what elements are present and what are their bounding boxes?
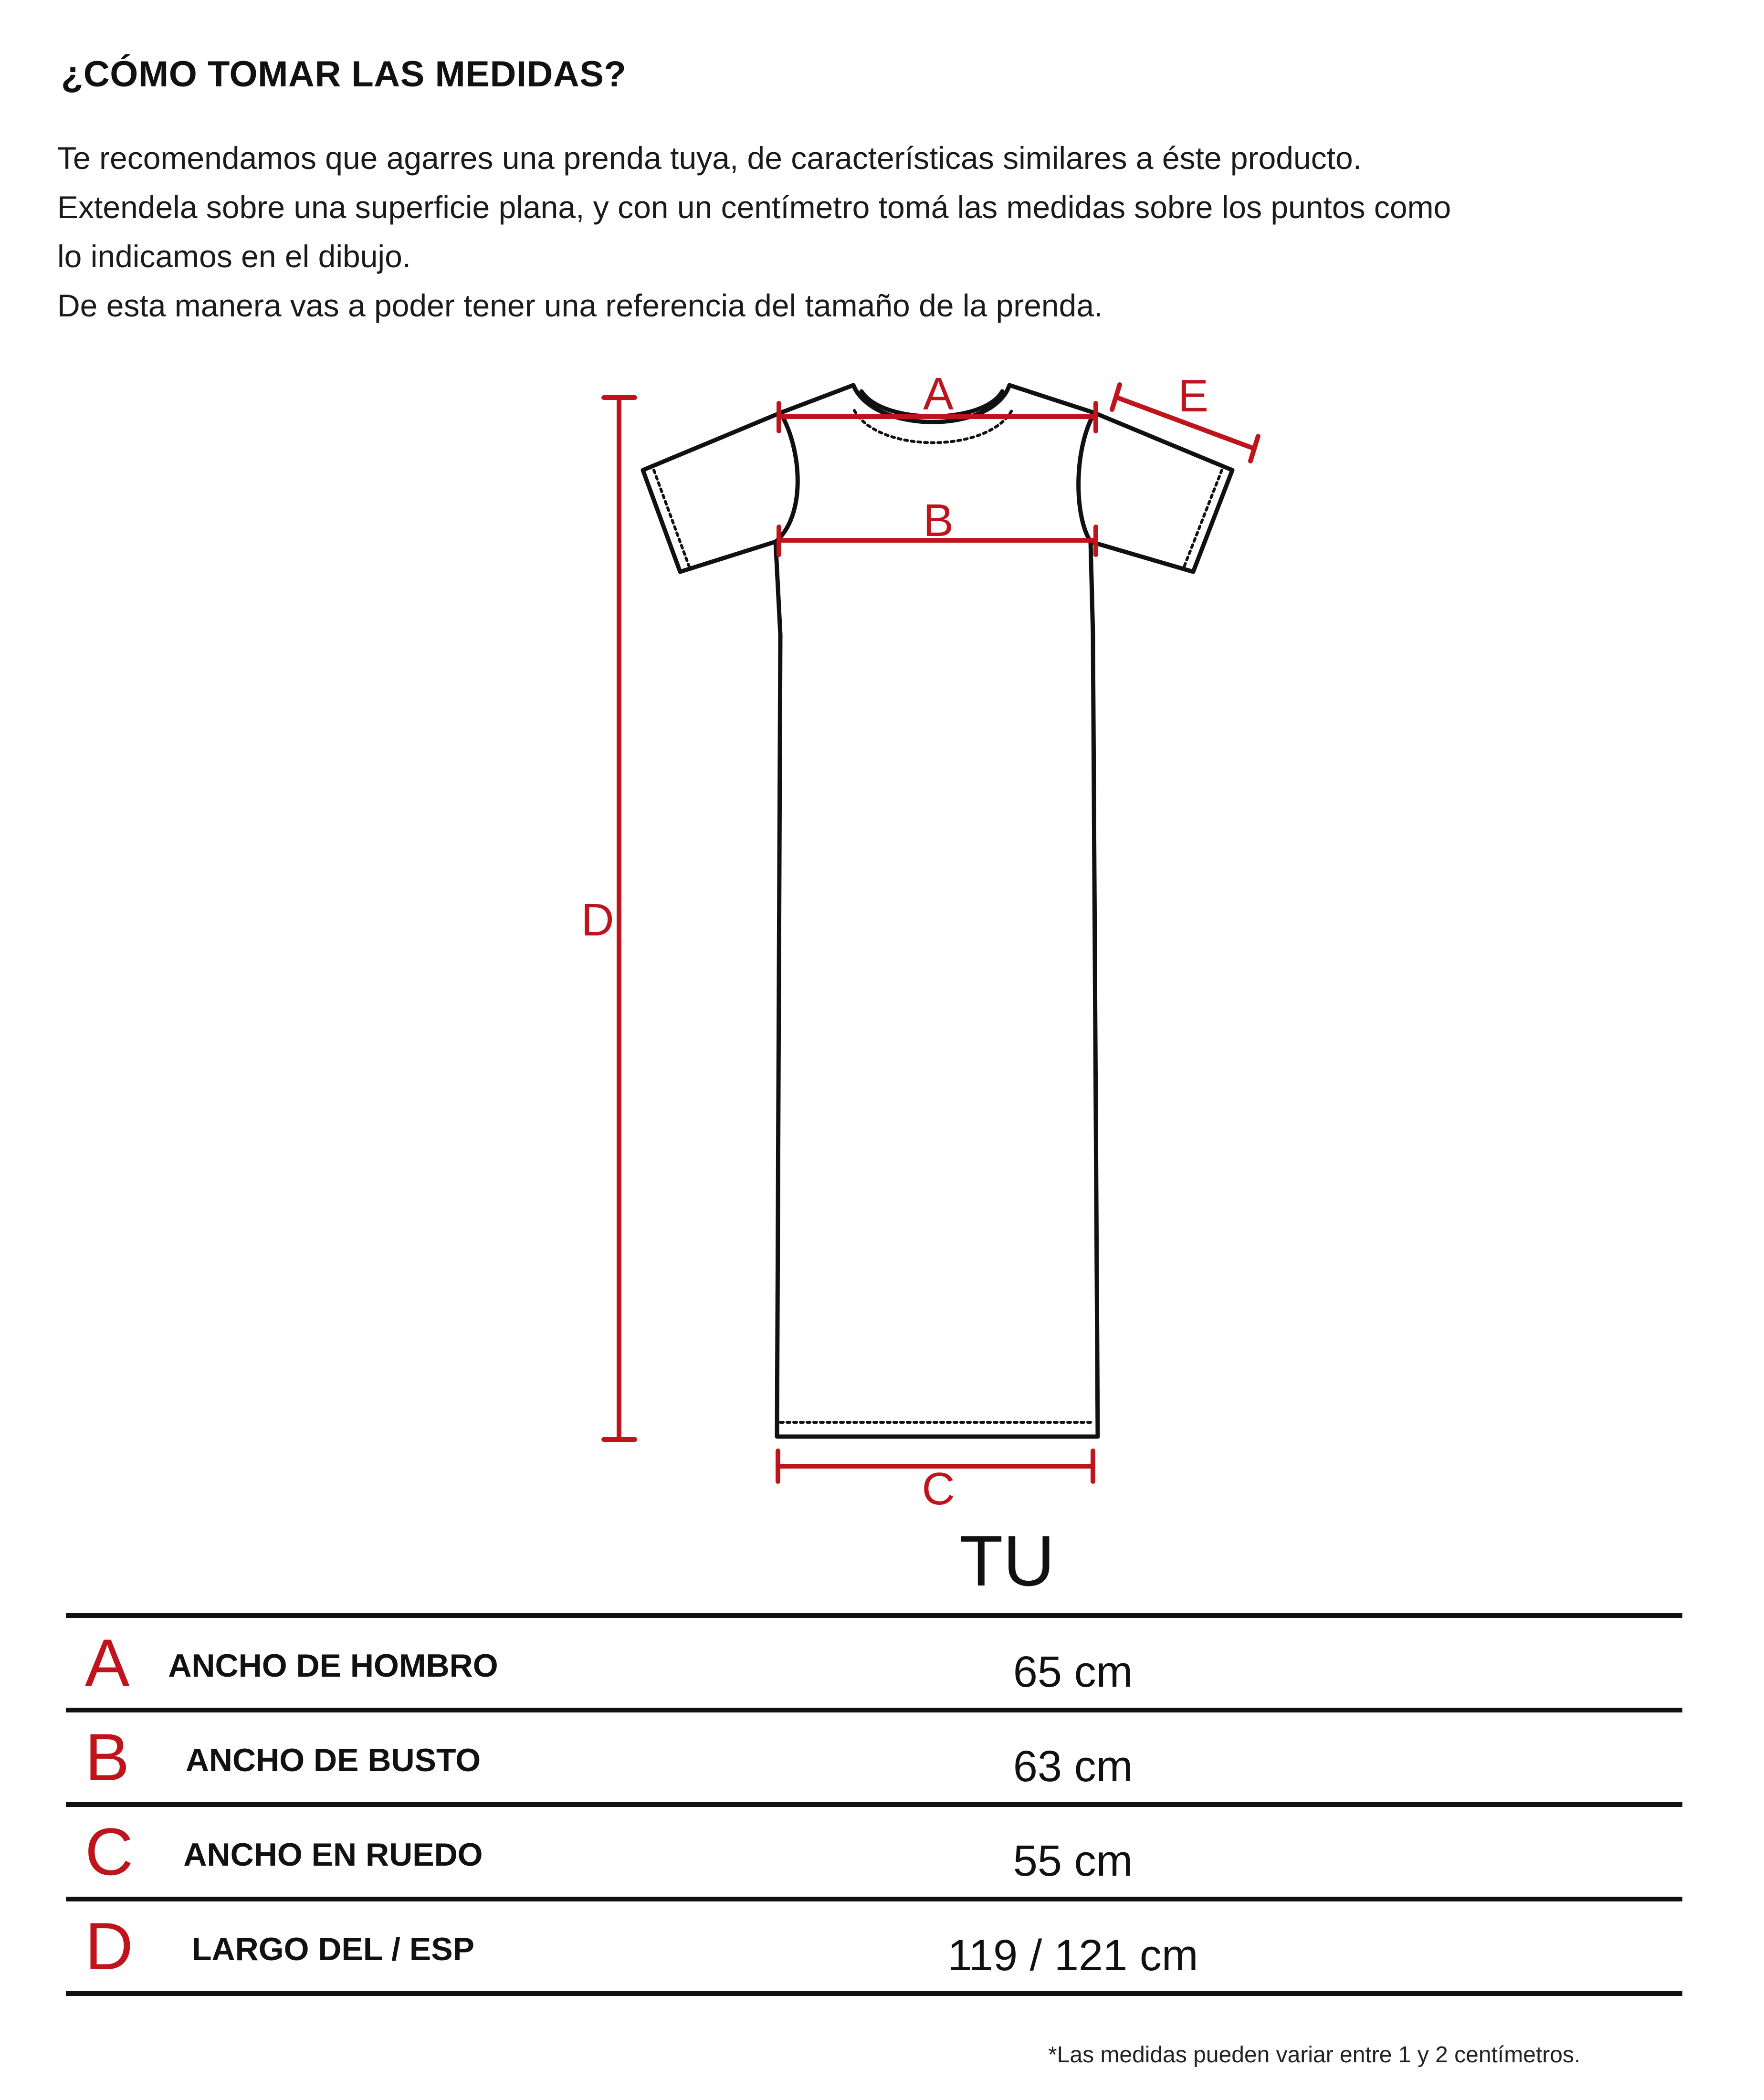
measure-c-hem xyxy=(778,1451,1093,1481)
measure-b-bust xyxy=(779,527,1096,555)
instructions-line: lo indicamos en el dibujo. xyxy=(57,239,411,274)
measure-label-d: D xyxy=(581,894,614,945)
row-value: 63 cm xyxy=(1013,1742,1133,1791)
row-label: LARGO DEL / ESP xyxy=(192,1931,474,1967)
size-table xyxy=(66,1613,1682,1996)
instructions-text xyxy=(57,134,1709,330)
table-divider xyxy=(66,1991,1682,1996)
left-sleeve-hem-stitching xyxy=(654,470,690,568)
table-row xyxy=(66,1712,1682,1802)
right-sleeve xyxy=(1091,413,1232,572)
table-divider xyxy=(66,1897,1682,1901)
neckline-stitching xyxy=(854,410,1012,443)
footnote: *Las medidas pueden variar entre 1 y 2 centímetros. xyxy=(1048,2042,1581,2068)
row-letter: A xyxy=(85,1625,130,1700)
table-row xyxy=(66,1807,1682,1897)
instructions-line: Te recomendamos que agarres una prenda tuya, de características similares a éste producto. xyxy=(57,140,1362,176)
row-letter: C xyxy=(85,1814,134,1889)
page-title: ¿CÓMO TOMAR LAS MEDIDAS? xyxy=(61,54,627,94)
right-sleeve-hem-stitching xyxy=(1184,470,1222,568)
measure-label-c: C xyxy=(922,1463,955,1514)
row-label: ANCHO DE HOMBRO xyxy=(168,1648,498,1684)
measure-a-shoulder xyxy=(779,403,1096,431)
instructions-line: De esta manera vas a poder tener una referencia del tamaño de la prenda. xyxy=(57,288,1103,323)
measure-e-sleeve xyxy=(1112,385,1258,461)
table-divider xyxy=(66,1613,1682,1618)
left-sleeve xyxy=(643,413,780,572)
table-divider xyxy=(66,1708,1682,1712)
row-letter: B xyxy=(85,1720,130,1795)
row-letter: D xyxy=(85,1909,134,1984)
measure-d-length xyxy=(604,398,635,1439)
measure-label-a: A xyxy=(923,368,954,420)
table-divider xyxy=(66,1802,1682,1807)
row-value: 55 cm xyxy=(1013,1837,1133,1885)
row-label: ANCHO DE BUSTO xyxy=(185,1742,481,1778)
row-value: 65 cm xyxy=(1013,1648,1133,1696)
table-row xyxy=(66,1901,1682,1991)
table-row xyxy=(66,1618,1682,1708)
dress-outline xyxy=(643,385,1232,1437)
measure-label-b: B xyxy=(923,495,954,546)
row-value: 119 / 121 cm xyxy=(947,1931,1198,1980)
neckline-inner xyxy=(861,391,1002,417)
measure-label-e: E xyxy=(1177,370,1209,421)
instructions-line: Extendela sobre una superficie plana, y con un centímetro tomá las medidas sobre los puntos como xyxy=(57,189,1451,225)
row-label: ANCHO EN RUEDO xyxy=(183,1837,483,1873)
dress-body-outline xyxy=(776,385,1098,1437)
size-heading: TU xyxy=(959,1521,1055,1601)
